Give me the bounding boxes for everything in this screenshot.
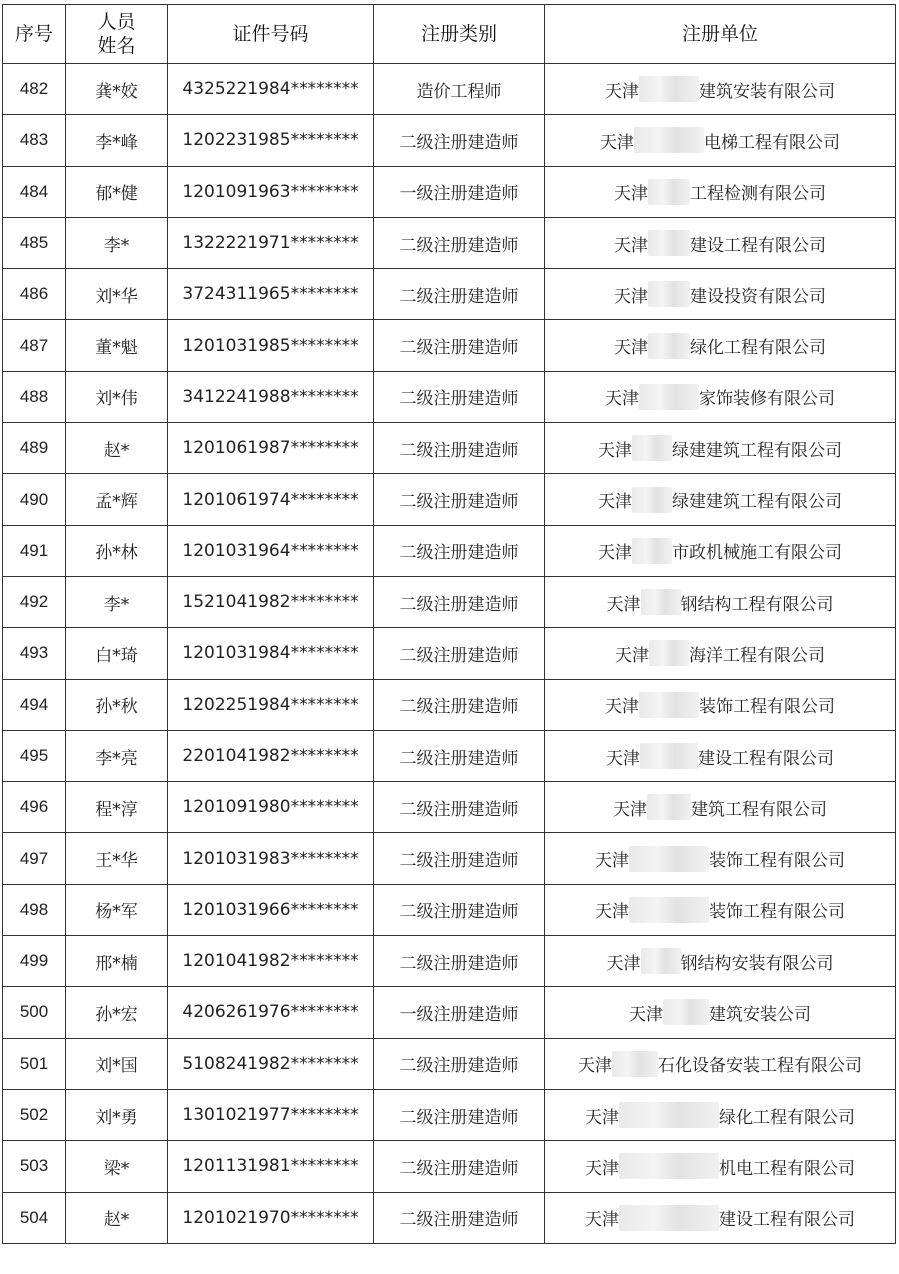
cell-name: 刘*华: [66, 269, 168, 320]
cell-id-number: 1322221971********: [168, 217, 374, 268]
cell-registration-unit: [545, 115, 896, 166]
unit-prefix: 天津: [606, 594, 641, 615]
table-row: [3, 525, 896, 576]
cell-no: 501: [3, 1038, 66, 1089]
unit-suffix: 装饰工程有限公司: [709, 902, 845, 923]
cell-id-number: 1201061987********: [168, 423, 374, 474]
cell-registration-unit: [545, 1141, 896, 1192]
cell-no: 492: [3, 576, 66, 627]
cell-no: 482: [3, 64, 66, 115]
redaction-blur: [641, 948, 681, 974]
unit-suffix: 建筑安装有限公司: [699, 81, 835, 102]
cell-registration-unit: [545, 423, 896, 474]
cell-no: 486: [3, 269, 66, 320]
table-row: [3, 474, 896, 525]
redaction-blur: [648, 230, 690, 256]
redaction-blur: [632, 538, 672, 564]
table-row: [3, 936, 896, 987]
cell-registration-type: 二级注册建造师: [374, 1038, 545, 1089]
cell-registration-unit: [545, 1038, 896, 1089]
cell-no: 488: [3, 371, 66, 422]
unit-suffix: 建设工程有限公司: [690, 235, 826, 256]
header-row: [3, 5, 896, 64]
cell-no: 483: [3, 115, 66, 166]
unit-suffix: 建设工程有限公司: [719, 1210, 855, 1231]
cell-name: 王*华: [66, 833, 168, 884]
unit-text: [605, 384, 835, 410]
cell-id-number: 3412241988********: [168, 371, 374, 422]
unit-text: [607, 948, 834, 974]
unit-suffix: 家饰装修有限公司: [699, 389, 835, 410]
cell-id-number: 1201091980********: [168, 782, 374, 833]
cell-registration-unit: [545, 371, 896, 422]
cell-registration-unit: [545, 166, 896, 217]
cell-name: 孙*宏: [66, 987, 168, 1038]
unit-suffix: 电梯工程有限公司: [704, 132, 840, 153]
cell-id-number: 1521041982********: [168, 576, 374, 627]
unit-prefix: 天津: [614, 338, 648, 359]
unit-suffix: 石化设备安装工程有限公司: [658, 1056, 862, 1077]
unit-text: [598, 487, 842, 513]
cell-id-number: 1201041982********: [168, 936, 374, 987]
redaction-blur: [639, 384, 699, 410]
table-row: [3, 628, 896, 679]
cell-name: 刘*国: [66, 1038, 168, 1089]
unit-suffix: 工程检测有限公司: [690, 184, 826, 205]
table-row: [3, 320, 896, 371]
cell-registration-type: 二级注册建造师: [374, 679, 545, 730]
redaction-blur: [641, 589, 681, 615]
cell-name: 董*魁: [66, 320, 168, 371]
cell-id-number: 4325221984********: [168, 64, 374, 115]
cell-registration-type: 二级注册建造师: [374, 1192, 545, 1243]
cell-registration-type: 二级注册建造师: [374, 320, 545, 371]
unit-suffix: 绿化工程有限公司: [690, 338, 826, 359]
cell-id-number: 1301021977********: [168, 1089, 374, 1140]
cell-no: 499: [3, 936, 66, 987]
header-no: 序号: [3, 5, 66, 64]
redaction-blur: [632, 487, 672, 513]
cell-registration-type: 二级注册建造师: [374, 525, 545, 576]
unit-suffix: 钢结构安装有限公司: [680, 953, 834, 974]
unit-suffix: 装饰工程有限公司: [709, 851, 845, 872]
cell-name: 白*琦: [66, 628, 168, 679]
cell-id-number: 2201041982********: [168, 730, 374, 781]
cell-registration-unit: [545, 987, 896, 1038]
cell-name: 李*: [66, 217, 168, 268]
redaction-blur: [619, 1205, 719, 1231]
cell-no: 497: [3, 833, 66, 884]
cell-no: 496: [3, 782, 66, 833]
unit-text: [613, 794, 827, 820]
unit-prefix: 天津: [605, 697, 639, 718]
table-row: [3, 115, 896, 166]
cell-no: 504: [3, 1192, 66, 1243]
cell-no: 498: [3, 884, 66, 935]
cell-name: 赵*: [66, 1192, 168, 1243]
cell-no: 490: [3, 474, 66, 525]
cell-registration-unit: [545, 64, 896, 115]
cell-registration-type: 二级注册建造师: [374, 833, 545, 884]
table-body: [3, 64, 896, 1244]
cell-registration-unit: [545, 525, 896, 576]
cell-no: 487: [3, 320, 66, 371]
cell-no: 485: [3, 217, 66, 268]
redaction-blur: [640, 743, 698, 769]
unit-prefix: 天津: [605, 389, 639, 410]
cell-id-number: 1201091963********: [168, 166, 374, 217]
table-row: [3, 730, 896, 781]
cell-no: 494: [3, 679, 66, 730]
unit-text: [578, 1051, 862, 1077]
cell-no: 503: [3, 1141, 66, 1192]
cell-id-number: 1202231985********: [168, 115, 374, 166]
table-row: [3, 1089, 896, 1140]
cell-no: 484: [3, 166, 66, 217]
unit-suffix: 建设工程有限公司: [698, 748, 834, 769]
unit-prefix: 天津: [585, 1210, 619, 1231]
cell-registration-unit: [545, 320, 896, 371]
cell-registration-unit: [545, 217, 896, 268]
unit-prefix: 天津: [595, 851, 629, 872]
unit-prefix: 天津: [600, 132, 634, 153]
cell-registration-type: 二级注册建造师: [374, 576, 545, 627]
unit-suffix: 绿建建筑工程有限公司: [672, 440, 842, 461]
table-row: [3, 987, 896, 1038]
cell-no: 502: [3, 1089, 66, 1140]
unit-text: [615, 640, 825, 666]
cell-registration-type: 造价工程师: [374, 64, 545, 115]
redaction-blur: [663, 999, 709, 1025]
unit-suffix: 机电工程有限公司: [719, 1158, 855, 1179]
unit-prefix: 天津: [629, 1004, 663, 1025]
redaction-blur: [648, 333, 690, 359]
redaction-blur: [619, 1153, 719, 1179]
table-row: [3, 833, 896, 884]
cell-registration-type: 二级注册建造师: [374, 217, 545, 268]
unit-prefix: 天津: [613, 799, 647, 820]
cell-id-number: 1201031964********: [168, 525, 374, 576]
unit-prefix: 天津: [585, 1158, 619, 1179]
unit-text: [606, 743, 834, 769]
cell-name: 梁*: [66, 1141, 168, 1192]
cell-registration-unit: [545, 884, 896, 935]
unit-prefix: 天津: [614, 286, 648, 307]
unit-prefix: 天津: [598, 543, 632, 564]
cell-name: 孟*辉: [66, 474, 168, 525]
cell-name: 李*峰: [66, 115, 168, 166]
cell-registration-unit: [545, 576, 896, 627]
cell-name: 赵*: [66, 423, 168, 474]
unit-text: [585, 1102, 855, 1128]
cell-registration-type: 二级注册建造师: [374, 269, 545, 320]
redaction-blur: [612, 1051, 658, 1077]
cell-registration-type: 二级注册建造师: [374, 628, 545, 679]
table-row: [3, 423, 896, 474]
table-row: [3, 576, 896, 627]
unit-text: [600, 127, 840, 153]
cell-id-number: 4206261976********: [168, 987, 374, 1038]
unit-prefix: 天津: [605, 81, 639, 102]
unit-prefix: 天津: [598, 440, 632, 461]
cell-registration-unit: [545, 269, 896, 320]
unit-text: [585, 1153, 855, 1179]
cell-name: 刘*伟: [66, 371, 168, 422]
cell-registration-type: 二级注册建造师: [374, 1141, 545, 1192]
cell-registration-unit: [545, 1089, 896, 1140]
header-name-line1: 人员: [97, 11, 136, 33]
table-row: [3, 64, 896, 115]
cell-id-number: 1201131981********: [168, 1141, 374, 1192]
cell-registration-type: 二级注册建造师: [374, 115, 545, 166]
cell-id-number: 1202251984********: [168, 679, 374, 730]
table-row: [3, 217, 896, 268]
cell-registration-type: 二级注册建造师: [374, 730, 545, 781]
cell-name: 刘*勇: [66, 1089, 168, 1140]
redaction-blur: [634, 127, 704, 153]
cell-registration-unit: [545, 1192, 896, 1243]
unit-prefix: 天津: [585, 1107, 619, 1128]
redaction-blur: [632, 435, 672, 461]
unit-prefix: 天津: [615, 645, 649, 666]
table-row: [3, 1192, 896, 1243]
redaction-blur: [648, 281, 690, 307]
unit-suffix: 建设投资有限公司: [690, 286, 826, 307]
unit-prefix: 天津: [614, 235, 648, 256]
cell-id-number: 1201061974********: [168, 474, 374, 525]
unit-prefix: 天津: [595, 902, 629, 923]
redaction-blur: [647, 794, 691, 820]
cell-no: 491: [3, 525, 66, 576]
cell-registration-type: 二级注册建造师: [374, 371, 545, 422]
cell-id-number: 5108241982********: [168, 1038, 374, 1089]
table-row: [3, 782, 896, 833]
cell-no: 493: [3, 628, 66, 679]
header-name: [66, 5, 168, 64]
cell-registration-unit: [545, 833, 896, 884]
cell-registration-type: 一级注册建造师: [374, 166, 545, 217]
unit-suffix: 市政机械施工有限公司: [672, 543, 842, 564]
cell-id-number: 1201031983********: [168, 833, 374, 884]
table-row: [3, 884, 896, 935]
unit-text: [605, 692, 835, 718]
cell-name: 程*淳: [66, 782, 168, 833]
cell-name: 杨*军: [66, 884, 168, 935]
redaction-blur: [649, 640, 689, 666]
unit-text: [614, 333, 826, 359]
redaction-blur: [639, 76, 699, 102]
unit-suffix: 绿建建筑工程有限公司: [672, 492, 842, 513]
redaction-blur: [629, 897, 709, 923]
cell-name: 邢*楠: [66, 936, 168, 987]
cell-registration-type: 一级注册建造师: [374, 987, 545, 1038]
redaction-blur: [629, 846, 709, 872]
unit-suffix: 装饰工程有限公司: [699, 697, 835, 718]
unit-text: [598, 538, 842, 564]
cell-registration-unit: [545, 679, 896, 730]
cell-id-number: 1201031984********: [168, 628, 374, 679]
cell-name: 李*亮: [66, 730, 168, 781]
table-row: [3, 371, 896, 422]
header-id: 证件号码: [168, 5, 374, 64]
unit-suffix: 海洋工程有限公司: [689, 645, 825, 666]
unit-suffix: 绿化工程有限公司: [719, 1107, 855, 1128]
cell-registration-type: 二级注册建造师: [374, 474, 545, 525]
header-name-line2: 姓名: [97, 35, 136, 57]
table-row: [3, 166, 896, 217]
cell-name: 李*: [66, 576, 168, 627]
cell-registration-unit: [545, 628, 896, 679]
cell-id-number: 1201031966********: [168, 884, 374, 935]
cell-registration-type: 二级注册建造师: [374, 1089, 545, 1140]
cell-registration-unit: [545, 474, 896, 525]
unit-prefix: 天津: [578, 1056, 612, 1077]
unit-prefix: 天津: [598, 492, 632, 513]
cell-name: 龚*姣: [66, 64, 168, 115]
cell-id-number: 3724311965********: [168, 269, 374, 320]
cell-name: 孙*秋: [66, 679, 168, 730]
unit-text: [605, 76, 835, 102]
cell-no: 495: [3, 730, 66, 781]
registration-table: [2, 4, 896, 1244]
unit-text: [595, 897, 845, 923]
unit-text: [614, 281, 826, 307]
unit-text: [614, 230, 826, 256]
redaction-blur: [639, 692, 699, 718]
cell-registration-type: 二级注册建造师: [374, 936, 545, 987]
cell-id-number: 1201021970********: [168, 1192, 374, 1243]
cell-registration-type: 二级注册建造师: [374, 782, 545, 833]
unit-suffix: 建筑安装公司: [709, 1004, 811, 1025]
cell-registration-type: 二级注册建造师: [374, 884, 545, 935]
cell-registration-unit: [545, 782, 896, 833]
cell-registration-unit: [545, 730, 896, 781]
cell-no: 500: [3, 987, 66, 1038]
unit-text: [585, 1205, 855, 1231]
cell-name: 郁*健: [66, 166, 168, 217]
unit-text: [607, 589, 834, 615]
table-row: [3, 1038, 896, 1089]
unit-suffix: 建筑工程有限公司: [691, 799, 827, 820]
cell-registration-type: 二级注册建造师: [374, 423, 545, 474]
table-row: [3, 1141, 896, 1192]
cell-no: 489: [3, 423, 66, 474]
unit-prefix: 天津: [606, 953, 641, 974]
redaction-blur: [648, 179, 690, 205]
unit-text: [614, 179, 826, 205]
redaction-blur: [619, 1102, 719, 1128]
unit-text: [629, 999, 811, 1025]
header-type: 注册类别: [374, 5, 545, 64]
unit-prefix: 天津: [606, 748, 640, 769]
unit-text: [598, 435, 842, 461]
unit-suffix: 钢结构工程有限公司: [680, 594, 834, 615]
cell-id-number: 1201031985********: [168, 320, 374, 371]
table-row: [3, 679, 896, 730]
header-unit: 注册单位: [545, 5, 896, 64]
table-row: [3, 269, 896, 320]
cell-registration-unit: [545, 936, 896, 987]
cell-name: 孙*林: [66, 525, 168, 576]
unit-prefix: 天津: [614, 184, 648, 205]
unit-text: [595, 846, 845, 872]
